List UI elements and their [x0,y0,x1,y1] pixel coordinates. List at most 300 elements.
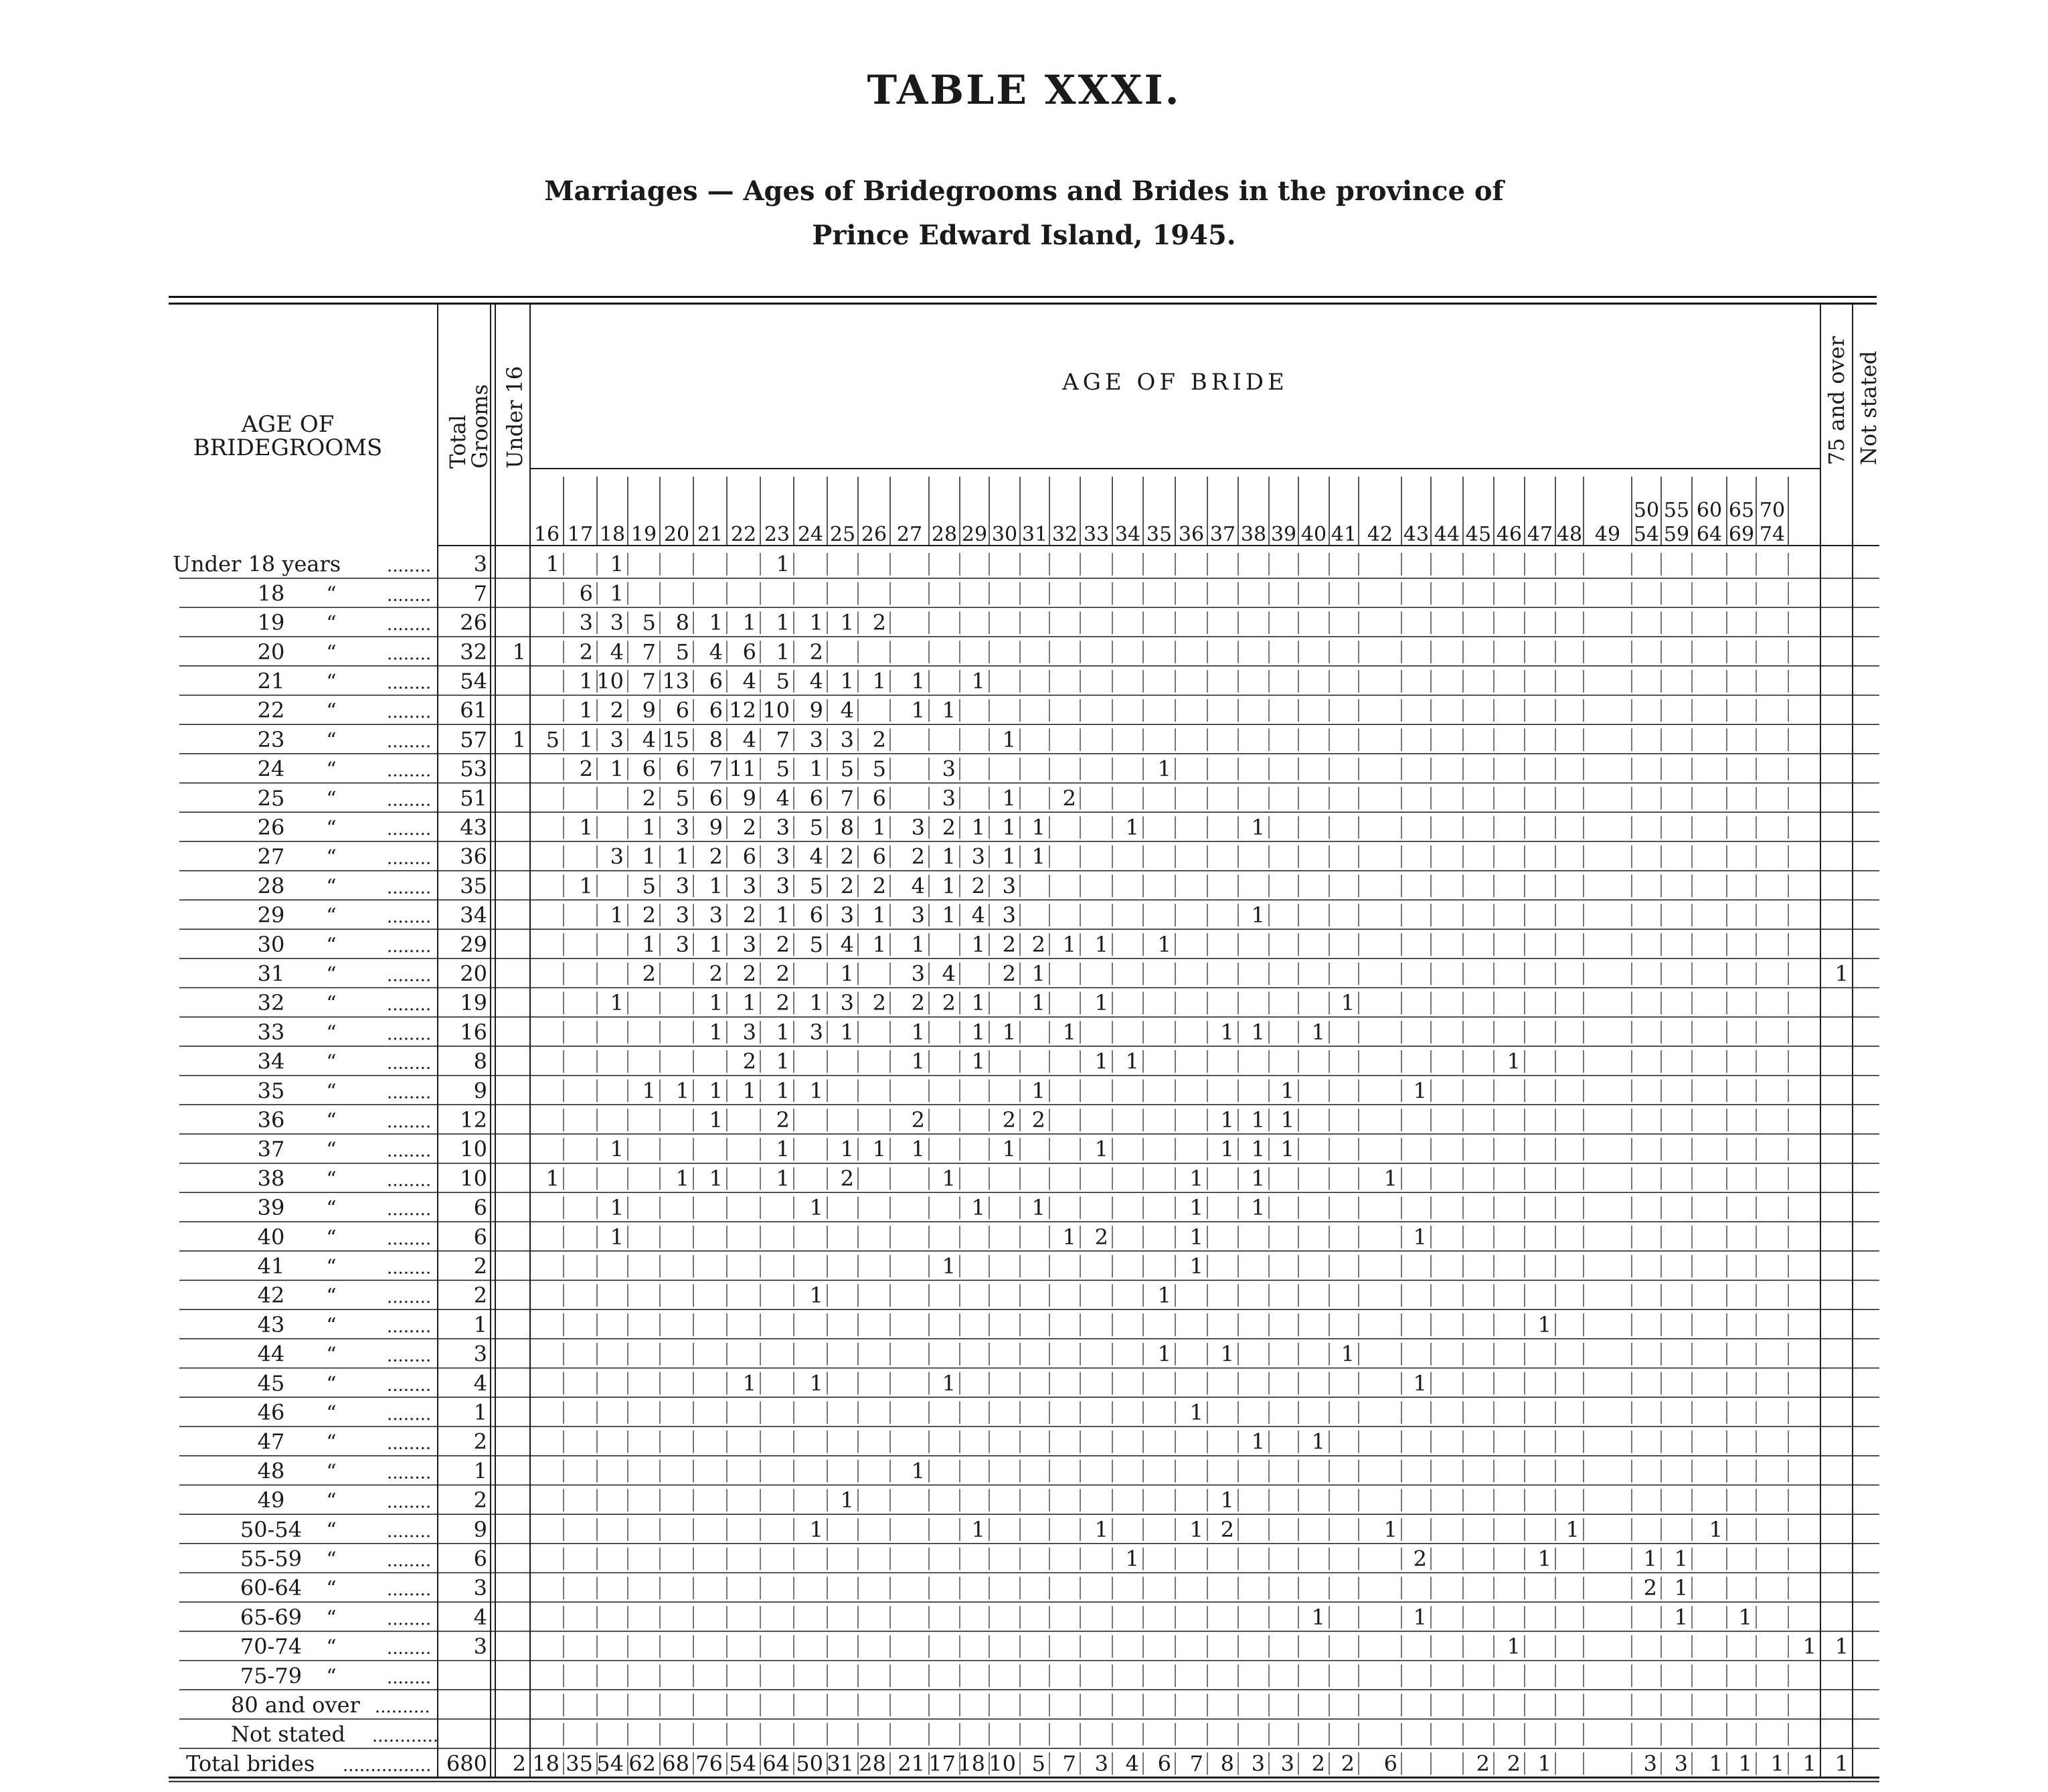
total-grooms-value: 10 [460,1165,487,1192]
marriage-count: 1 [642,843,656,870]
total-brides-count: 31 [827,1750,854,1777]
marriage-count: 6 [872,785,886,811]
marriage-count: 1 [1189,1516,1203,1542]
ditto-mark: “ [326,1080,337,1104]
marriage-count: 2 [840,873,854,899]
marriage-count: 1 [1280,1136,1294,1162]
marriage-count: 1 [1311,1429,1325,1455]
dot-leader: ........ [387,1024,432,1044]
marriage-count: 1 [971,1019,985,1045]
marriage-count: 6 [742,843,756,870]
bride-age-label: 47 [1527,523,1553,546]
marriage-count: 1 [1280,1078,1294,1104]
marriage-count: 2 [942,815,956,840]
groom-age-label: 55-59 [240,1546,303,1572]
groom-age-label: 37 [257,1136,285,1162]
marriage-count: 3 [1002,902,1016,928]
marriage-count: 1 [512,639,526,665]
total-brides-count: 3 [1643,1750,1657,1777]
ditto-mark: “ [326,612,337,636]
groom-age-label: 29 [257,902,285,928]
groom-age-label: 48 [257,1458,285,1484]
bride-age-label: 40 [1300,523,1327,546]
total-brides-count: 1 [1537,1750,1551,1777]
bride-age-label-bottom: 59 [1663,523,1690,546]
groom-age-label: 45 [257,1370,285,1396]
marriage-count: 1 [579,698,593,724]
total-brides-count: 18 [532,1750,560,1777]
groom-age-label: 39 [257,1195,285,1221]
bride-age-label: 35 [1146,523,1173,546]
total-grooms-value: 19 [460,990,487,1016]
marriage-count: 3 [911,902,925,928]
marriage-count: 7 [840,785,854,811]
marriage-count: 6 [742,639,756,665]
marriage-count: 6 [709,785,723,811]
total-brides-count: 50 [796,1750,823,1777]
marriage-count: 6 [675,756,689,782]
marriage-count: 1 [809,1283,823,1309]
marriage-count: 2 [971,873,985,899]
marriage-count: 1 [809,610,823,636]
marriage-count: 1 [776,1136,790,1162]
marriage-count: 1 [1537,1311,1551,1337]
marriage-count: 2 [709,843,723,870]
marriage-count: 1 [1413,1370,1427,1396]
marriage-count: 1 [971,931,985,957]
marriage-count: 12 [729,698,756,724]
marriage-count: 1 [1062,1224,1076,1250]
ditto-mark: “ [326,700,337,724]
total-grooms-value: 26 [460,610,487,636]
marriage-count: 1 [1251,1429,1265,1455]
dot-leader: ........ [387,1141,432,1161]
marriage-count: 1 [872,668,886,694]
marriage-count: 3 [1002,873,1016,899]
marriage-count: 3 [709,902,723,928]
total-grooms-value: 35 [460,873,487,899]
marriage-count: 2 [872,726,886,752]
marriage-count: 1 [610,551,624,577]
groom-age-label: 25 [257,785,285,811]
marriage-count: 1 [809,1078,823,1104]
total-brides-count: 7 [1062,1750,1076,1777]
marriage-count: 1 [971,668,985,694]
total-brides-count: 1 [1738,1750,1752,1777]
bride-age-label: 26 [861,523,887,546]
marriage-count: 3 [840,902,854,928]
groom-age-label: Under 18 years [173,551,341,577]
bride-age-label-bottom: 64 [1696,523,1723,546]
marriage-count: 3 [911,961,925,987]
table-subtitle-line-2: Prince Edward Island, 1945. [812,220,1236,251]
marriage-count: 7 [642,639,656,665]
groom-age-label: 19 [257,610,285,636]
bride-age-label: 29 [961,523,988,546]
total-brides-count: 2 [1341,1750,1355,1777]
total-brides-count: 68 [662,1750,689,1777]
marriage-count: 3 [942,756,956,782]
total-brides-count: 7 [1189,1750,1203,1777]
marriage-count: 1 [1031,843,1045,870]
marriage-count: 2 [776,961,790,987]
total-grooms-value: 3 [473,551,487,577]
marriage-count: 1 [1002,1136,1016,1162]
total-brides-count: 5 [1031,1750,1045,1777]
marriage-count: 1 [1189,1400,1203,1425]
marriage-count: 6 [809,785,823,811]
marriage-count: 1 [911,1136,925,1162]
marriage-count: 13 [662,668,689,694]
marriage-count: 1 [1643,1546,1657,1572]
marriage-count: 8 [709,726,723,752]
total-brides-count: 62 [628,1750,656,1777]
total-grooms-value: 16 [460,1019,487,1045]
marriage-count: 9 [709,815,723,840]
marriage-count: 4 [809,668,823,694]
groom-age-label: 44 [257,1341,285,1367]
marriage-count: 3 [675,931,689,957]
groom-age-label: 65-69 [240,1604,303,1630]
marriage-count: 1 [742,1370,756,1396]
marriage-count: 4 [642,726,656,752]
marriage-count: 2 [1220,1516,1234,1542]
dot-leader: ........ [387,1346,432,1366]
marriage-count: 9 [809,698,823,724]
marriage-count: 2 [872,990,886,1016]
marriage-count: 1 [776,1048,790,1074]
marriage-count: 4 [971,902,985,928]
marriage-count: 5 [545,726,560,752]
marriage-count: 3 [942,785,956,811]
marriage-count: 1 [610,756,624,782]
dot-leader: ........ [387,965,432,986]
marriage-count: 5 [642,610,656,636]
total-brides-count: 2 [1507,1750,1521,1777]
total-grooms-value: 20 [460,961,487,987]
bride-age-label: 27 [896,523,923,546]
marriage-count: 1 [1189,1165,1203,1192]
marriage-count: 10 [596,668,624,694]
marriage-count: 9 [742,785,756,811]
marriage-count: 8 [840,815,854,840]
marriage-count: 3 [971,843,985,870]
marriage-count: 3 [742,931,756,957]
marriage-count: 4 [840,931,854,957]
bride-age-label: 18 [599,523,626,546]
total-grooms-value: 9 [473,1078,487,1104]
total-grooms-value: 32 [460,639,487,665]
marriage-count: 1 [675,843,689,870]
marriage-count: 2 [579,756,593,782]
ditto-mark: “ [326,1050,337,1074]
total-brides-count: 18 [958,1750,985,1777]
total-grooms-value: 3 [473,1341,487,1367]
total-brides-count: 8 [1220,1750,1234,1777]
marriage-count: 4 [776,785,790,811]
dot-leader: ................ [343,1755,432,1776]
marriage-count: 1 [1383,1165,1397,1192]
marriage-count: 1 [1413,1224,1427,1250]
marriage-count: 1 [709,1107,723,1133]
marriage-count: 1 [840,610,854,636]
groom-age-header-line1: AGE OF [241,411,335,438]
marriage-count: 1 [942,1253,956,1279]
groom-age-label: 40 [257,1224,285,1250]
marriage-count: 3 [776,815,790,840]
marriage-count: 1 [1031,1078,1045,1104]
marriage-count: 1 [1062,931,1076,957]
bride-age-label: 43 [1403,523,1430,546]
marriage-count: 1 [1189,1224,1203,1250]
total-grooms-value: 1 [473,1311,487,1337]
dot-leader: ........ [387,878,432,898]
marriage-count: 1 [911,1048,925,1074]
marriage-count: 1 [971,1195,985,1221]
marriage-count: 1 [579,873,593,899]
marriage-count: 1 [1002,843,1016,870]
groom-age-label: 47 [257,1429,285,1455]
marriage-count: 1 [942,1370,956,1396]
bride-age-label: 30 [991,523,1018,546]
marriage-count: 2 [1031,931,1045,957]
ditto-mark: “ [326,1431,337,1455]
marriage-count: 5 [675,785,689,811]
marriage-count: 1 [776,902,790,928]
marriage-count: 1 [709,931,723,957]
bride-age-label: 28 [931,523,958,546]
groom-age-label: 24 [257,756,285,782]
marriage-count: 1 [840,668,854,694]
marriage-count: 1 [1125,1546,1139,1572]
groom-age-label: 41 [257,1253,285,1279]
marriage-count: 2 [911,843,925,870]
dot-leader: ........ [387,760,432,781]
total-brides-count: 3 [1280,1750,1294,1777]
dot-leader: ........ [387,907,432,928]
total-grooms-value: 3 [473,1575,487,1601]
marriage-count: 1 [1341,1341,1355,1367]
bride-age-label: 49 [1594,523,1621,546]
marriage-count: 1 [1251,1136,1265,1162]
not-stated-header: Not stated [1856,351,1881,465]
marriage-count: 4 [709,639,723,665]
marriage-count: 3 [809,1019,823,1045]
total-grooms-value: 6 [473,1195,487,1221]
marriage-count: 5 [809,931,823,957]
total-grooms-value: 4 [473,1370,487,1396]
marriage-count: 1 [1674,1546,1688,1572]
total-grooms-value: 2 [473,1283,487,1309]
total-grooms-value: 6 [473,1546,487,1572]
marriage-count: 6 [642,756,656,782]
bride-age-label-bottom: 54 [1633,523,1660,546]
marriage-count: 1 [642,931,656,957]
dot-leader: ........ [387,585,432,606]
dot-leader: ........ [387,1228,432,1249]
dot-leader: ........ [387,790,432,811]
marriage-count: 1 [809,756,823,782]
dot-leader: ........ [387,556,432,576]
groom-age-label: 26 [257,815,285,840]
marriage-count: 3 [675,902,689,928]
marriage-count: 1 [1251,1195,1265,1221]
marriage-count: 2 [1413,1546,1427,1572]
marriage-count: 1 [942,698,956,724]
marriage-count: 4 [742,668,756,694]
marriage-count: 2 [1002,961,1016,987]
marriage-count: 6 [872,843,886,870]
groom-age-label: 30 [257,931,285,957]
marriage-count: 1 [1094,1048,1108,1074]
marriage-count: 1 [610,1224,624,1250]
total-brides-count: 1 [1770,1750,1784,1777]
marriage-count: 1 [1125,815,1139,840]
ditto-mark: “ [326,1167,337,1192]
marriage-count: 2 [742,815,756,840]
total-grooms-value: 1 [473,1458,487,1484]
dot-leader: ........ [387,1375,432,1396]
bride-age-label: 34 [1114,523,1141,546]
marriage-count: 4 [610,639,624,665]
marriage-count: 2 [911,1107,925,1133]
marriage-count: 1 [1251,1019,1265,1045]
bride-age-label-bottom: 74 [1759,523,1786,546]
total-brides-count: 76 [695,1750,723,1777]
table-title: TABLE XXXI. [867,67,1181,114]
groom-age-label: 80 and over [231,1692,360,1718]
dot-leader: ........ [387,936,432,957]
marriage-count: 3 [675,815,689,840]
marriage-count: 1 [872,902,886,928]
marriage-count: 3 [675,873,689,899]
marriage-count: 1 [709,1019,723,1045]
marriage-count: 1 [1094,931,1108,957]
marriage-count: 1 [642,815,656,840]
total-brides-count: 4 [1125,1750,1139,1777]
groom-age-label: 20 [257,639,285,665]
marriage-count: 2 [942,990,956,1016]
total-grooms-value: 9 [473,1516,487,1542]
marriage-count: 3 [742,1019,756,1045]
marriage-count: 2 [872,610,886,636]
marriage-count: 1 [1674,1604,1688,1630]
marriage-count: 1 [709,873,723,899]
bride-age-label: 16 [533,523,560,546]
marriage-count: 2 [742,961,756,987]
marriage-count: 7 [776,726,790,752]
marriage-count: 2 [840,843,854,870]
marriage-count: 1 [1220,1487,1234,1514]
marriage-count: 1 [1251,1165,1265,1192]
marriage-count: 5 [872,756,886,782]
marriage-count: 6 [709,668,723,694]
marriage-count: 1 [512,726,526,752]
marriage-count: 1 [610,990,624,1016]
ditto-mark: “ [326,1577,337,1601]
dot-leader: ........ [387,1609,432,1629]
bride-age-label: 25 [829,523,856,546]
dot-leader: ........ [387,1404,432,1424]
dot-leader: ........ [387,731,432,752]
dot-leader: ........ [387,1316,432,1337]
marriage-count: 1 [579,668,593,694]
total-grooms-value: 57 [460,726,487,752]
ditto-mark: “ [326,817,337,840]
marriage-count: 3 [840,726,854,752]
total-grooms-value: 7 [473,580,487,606]
ditto-mark: “ [326,1635,337,1659]
total-grooms-value: 6 [473,1224,487,1250]
bride-age-label: 23 [764,523,790,546]
total-grooms-value: 10 [460,1136,487,1162]
marriage-count: 1 [1251,902,1265,928]
marriage-count: 3 [776,873,790,899]
dot-leader: ........ [387,1200,432,1220]
groom-age-label: 43 [257,1311,285,1337]
total-grooms-header-line2: Grooms [467,384,493,469]
groom-age-label: 50-54 [240,1516,303,1542]
total-grooms-value: 34 [460,902,487,928]
marriage-count: 1 [840,961,854,987]
dot-leader: ........ [387,643,432,664]
marriage-count: 1 [776,639,790,665]
marriage-count: 4 [809,843,823,870]
marriage-count: 1 [1157,1283,1171,1309]
bride-age-label-top: 55 [1663,499,1690,522]
marriage-count: 3 [579,610,593,636]
marriage-count: 1 [1002,815,1016,840]
marriage-count: 1 [911,1458,925,1484]
marriage-count: 1 [911,668,925,694]
groom-age-label: 42 [257,1283,285,1309]
marriage-count: 3 [610,843,624,870]
marriage-count: 3 [610,726,624,752]
dot-leader: ........ [387,1521,432,1542]
groom-age-label: 28 [257,873,285,899]
marriage-count: 3 [776,843,790,870]
marriage-count: 1 [579,726,593,752]
ditto-mark: “ [326,875,337,899]
ditto-mark: “ [326,1548,337,1572]
bride-age-label: 20 [663,523,690,546]
under16-header: Under 16 [502,365,527,469]
marriage-count: 1 [1565,1516,1580,1542]
marriage-count: 1 [1002,785,1016,811]
marriage-count: 2 [872,873,886,899]
total-brides-count: 1 [1709,1750,1723,1777]
total-grooms-value: 2 [473,1429,487,1455]
marriage-count: 2 [709,961,723,987]
total-brides-count: 35 [566,1750,593,1777]
marriage-count: 3 [911,815,925,840]
ditto-mark: “ [326,1343,337,1367]
marriage-count: 1 [1413,1078,1427,1104]
marriage-count: 1 [1507,1048,1521,1074]
bride-age-label: 37 [1209,523,1236,546]
ditto-mark: “ [326,1197,337,1221]
marriage-count: 1 [776,551,790,577]
marriage-count: 1 [809,990,823,1016]
marriage-count: 1 [872,931,886,957]
marriage-count: 1 [1507,1633,1521,1659]
groom-age-label: 38 [257,1165,285,1192]
marriage-count: 1 [809,1370,823,1396]
marriage-count: 1 [1094,990,1108,1016]
marriage-count: 2 [911,990,925,1016]
bride-age-label: 21 [697,523,723,546]
groom-age-header-line2: BRIDEGROOMS [193,434,383,461]
